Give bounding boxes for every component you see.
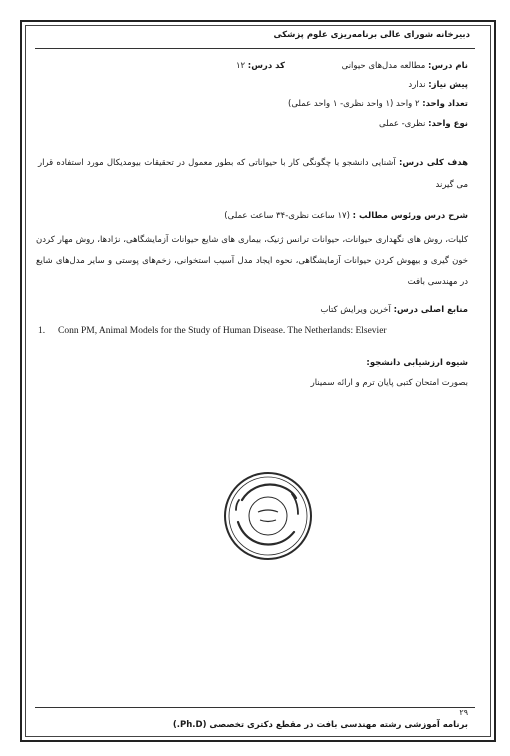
source-list-item: [38, 326, 387, 336]
course-goal-label: هدف کلی درس:: [399, 158, 469, 168]
prerequisite-value: ندارد: [408, 80, 426, 90]
page-header-title: دبیرخانه شورای عالی برنامه‌ریزی علوم پزشکی: [273, 30, 470, 40]
units-label: تعداد واحد:: [422, 99, 468, 109]
page-number: ۲۹: [459, 708, 468, 717]
sources-heading: [320, 305, 468, 315]
course-name-label: نام درس:: [428, 61, 468, 71]
footer-program-title: برنامه آموزشی رشته مهندسی بافت در مقطع دکتری تخصصی (Ph.D.): [172, 720, 468, 730]
prerequisite-row: [408, 80, 468, 90]
header-divider: [35, 48, 475, 49]
sources-label: منابع اصلی درس:: [393, 305, 468, 315]
units-row: [288, 99, 468, 109]
course-name-value: مطالعه مدل‌های حیوانی: [341, 61, 426, 71]
course-goal-text: آشنایی دانشجو با چگونگی کار با حیواناتی که بطور معمول در تحقیقات بیومدیکال مورد استفاده قرار می گیرند: [38, 158, 468, 190]
course-outline-text: کلیات، روش های نگهداری حیوانات، حیوانات ترانس ژنیک، بیماری های شایع حیوانات آزمایشگاهی، نژادها، روش مهار کردن خون گیری و بیهوش کردن حیوانات آزمایشگاهی، نحوه ایجاد مدل آسیب استخوانی، زخم‌های پوستی و سایر مدل‌های شایع در مهندسی بافت: [36, 235, 468, 287]
official-seal-stamp: [222, 470, 314, 562]
evaluation-heading: شیوه ارزشیابی دانشجو:: [366, 358, 468, 368]
course-code-label: کد درس:: [247, 61, 285, 71]
source-item-number: 1.: [38, 326, 46, 336]
source-item-text: Conn PM, Animal Models for the Study of Human Disease. The Netherlands: Elsevier: [58, 326, 387, 336]
evaluation-text: بصورت امتحان کتبی پایان ترم و ارائه سمینار: [310, 378, 468, 388]
unit-type-row: [379, 119, 468, 129]
course-name-row: [342, 61, 468, 71]
prerequisite-label: پیش نیاز:: [428, 80, 468, 90]
unit-type-label: نوع واحد:: [428, 119, 468, 129]
course-code-row: [236, 61, 285, 71]
sources-value: آخرین ویرایش کتاب: [320, 305, 391, 315]
course-outline-heading: [224, 211, 468, 221]
unit-type-value: نظری- عملی: [379, 119, 426, 129]
units-value: ۲ واحد (۱ واحد نظری- ۱ واحد عملی): [288, 99, 420, 109]
footer-divider: [35, 707, 475, 708]
course-outline-label: شرح درس ورئوس مطالب :: [352, 211, 468, 221]
course-code-value: ۱۲: [235, 61, 246, 71]
course-goal-paragraph: [38, 152, 468, 196]
course-outline-hours: (۱۷ ساعت نظری-۳۴ ساعت عملی): [224, 211, 350, 221]
